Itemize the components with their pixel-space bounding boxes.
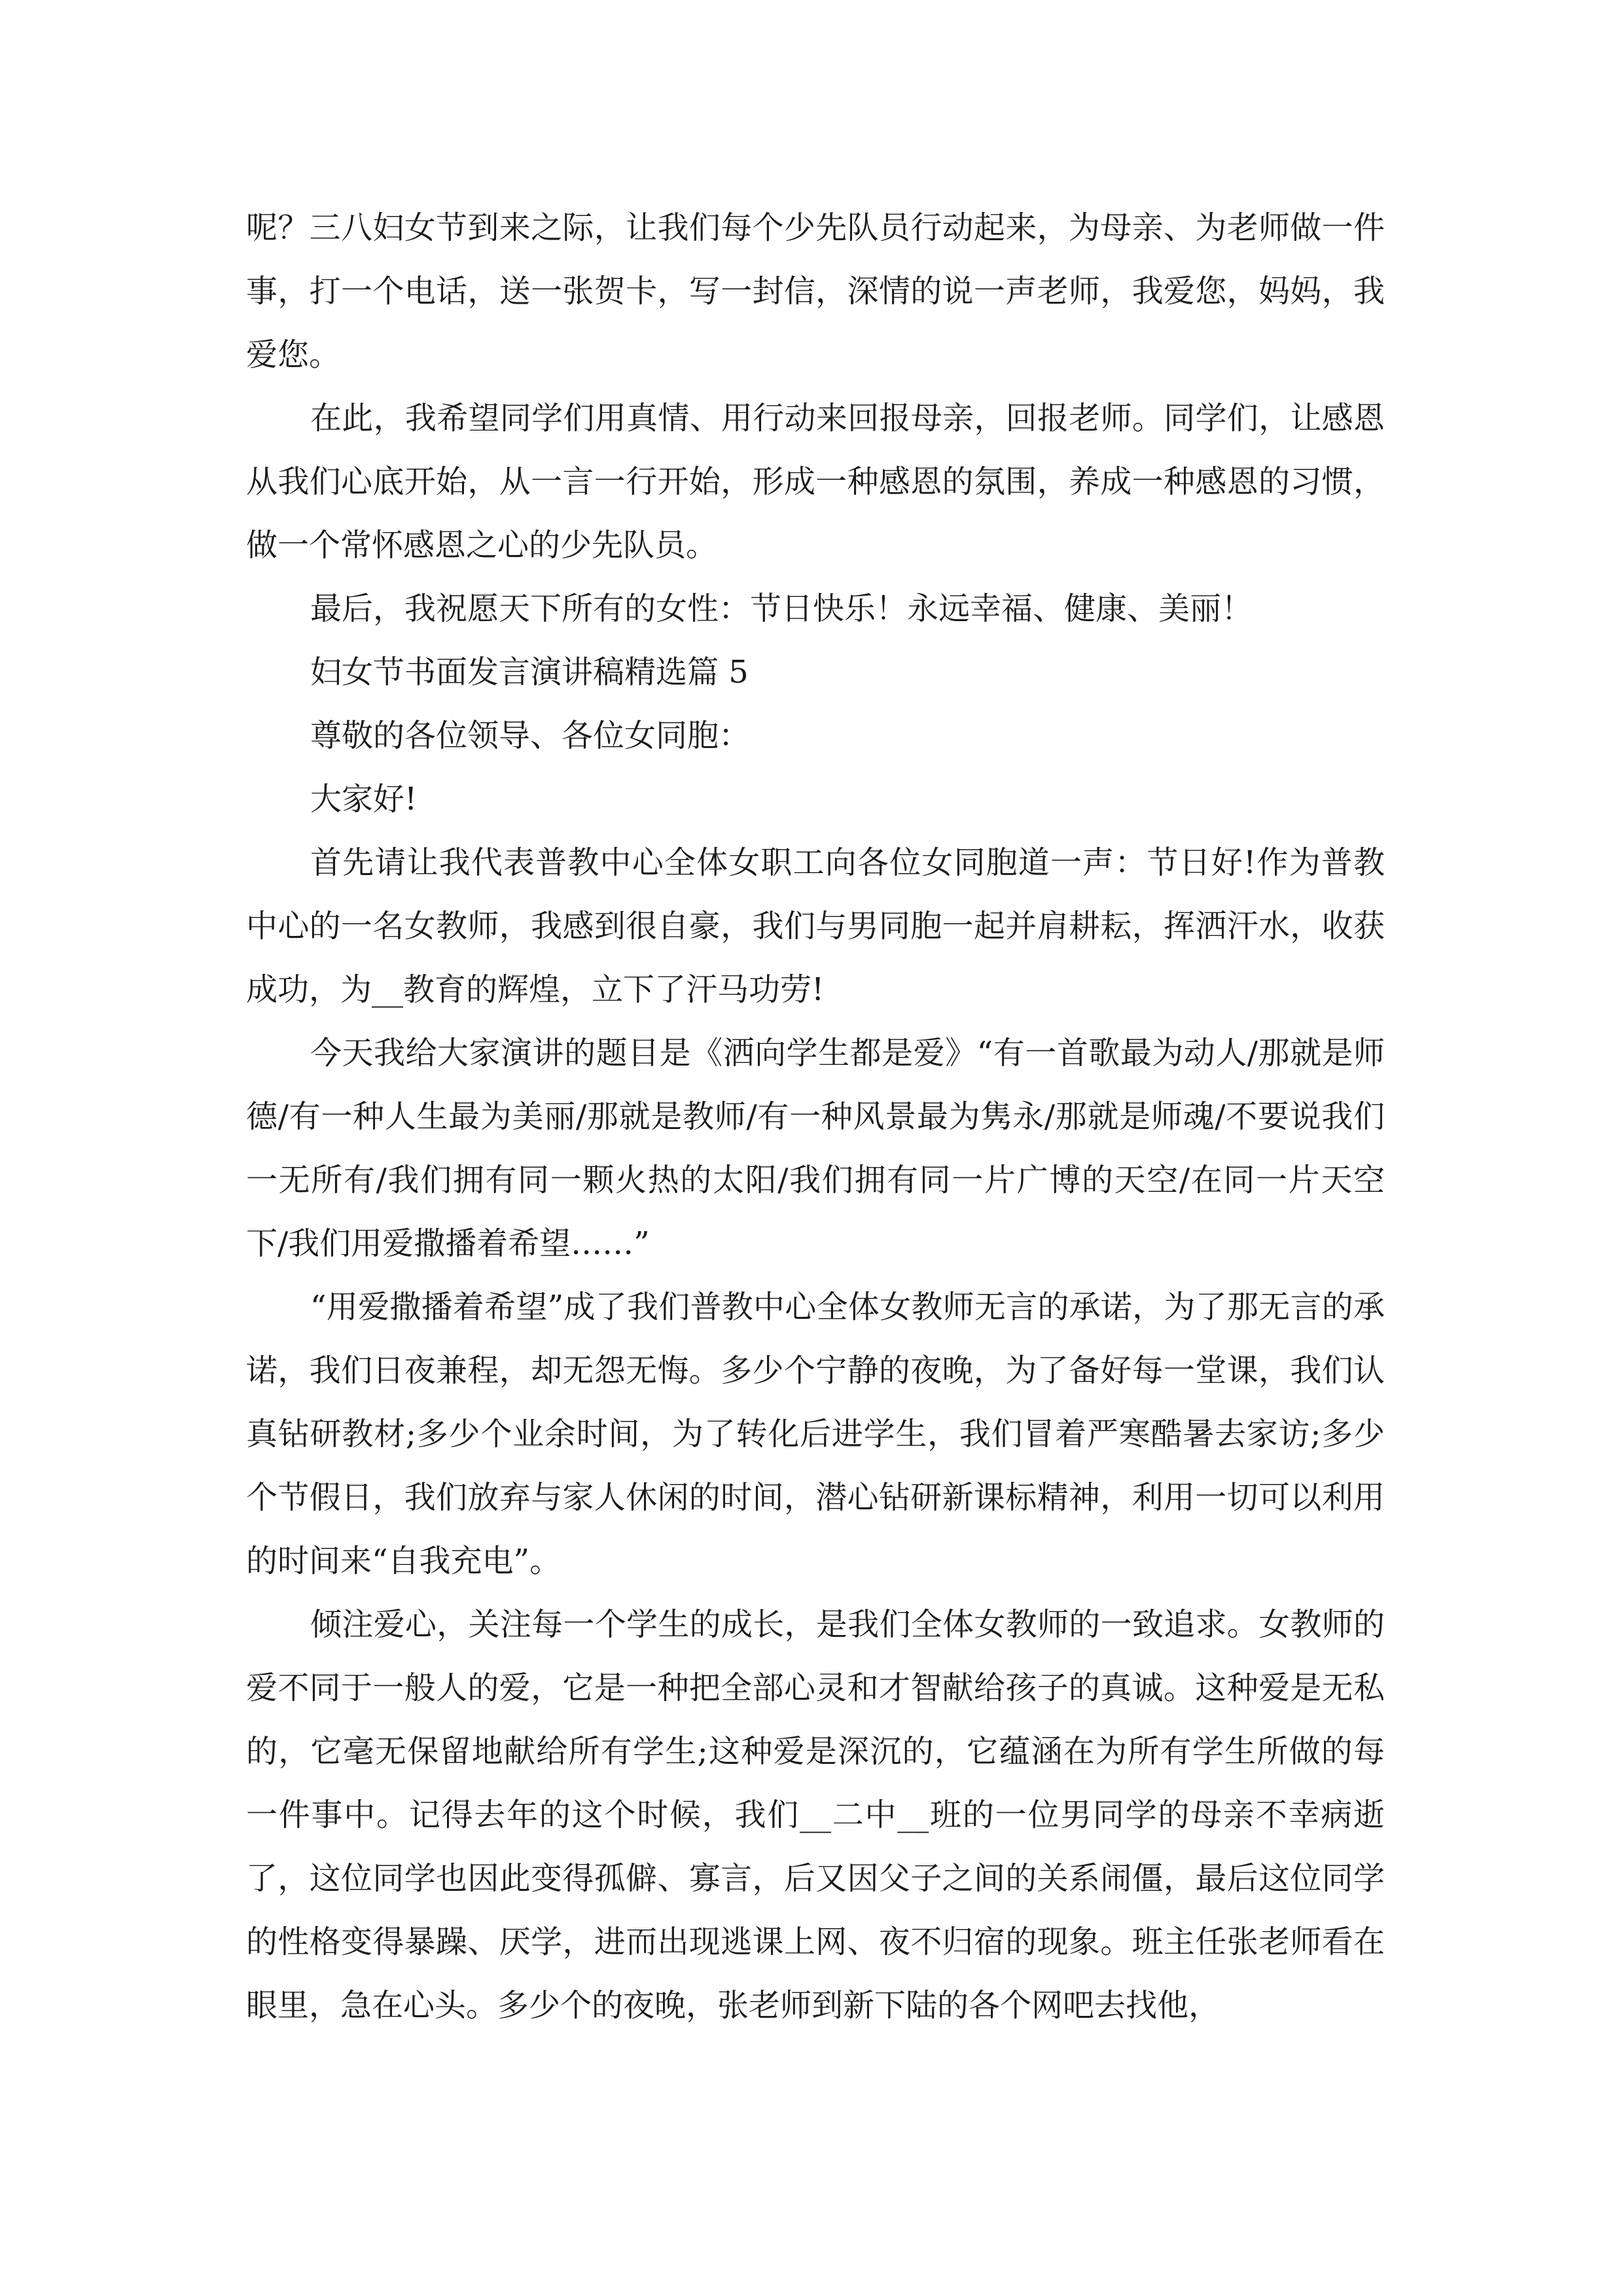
paragraph-7: 首先请让我代表普教中心全体女职工向各位女同胞道一声：节日好!作为普教中心的一名女教师，我感到很自豪，我们与男同胞一起并肩耕耘，挥洒汗水，收获成功，为__教育的辉煌，立下了汗马功劳! [246,844,1385,1008]
salutation: 尊敬的各位领导、各位女同胞： [310,717,751,754]
paragraph-2: 在此，我希望同学们用真情、用行动来回报母亲，回报老师。同学们，让感恩从我们心底开始，从一言一行开始，形成一种感恩的氛围，养成一种感恩的习惯，做一个常怀感恩之心的少先队员。 [246,400,1385,564]
paragraph-3: 最后，我祝愿天下所有的女性：节日快乐！永远幸福、健康、美丽！ [310,590,1253,627]
greeting: 大家好! [310,781,418,817]
paragraph-8: 今天我给大家演讲的题目是《洒向学生都是爱》“有一首歌最为动人/那就是师德/有一种人生最为美丽/那就是教师/有一种风景最为隽永/那就是师魂/不要说我们一无所有/我们拥有同一颗火热的太阳/我们拥有同一片广博的天空/在同一片天空下/我们用爱撒播着希望……” [246,1035,1385,1262]
document-body [246,196,1385,2037]
paragraph-10: 倾注爱心，关注每一个学生的成长，是我们全体女教师的一致追求。女教师的爱不同于一般人的爱，它是一种把全部心灵和才智献给孩子的真诚。这种爱是无私的，它毫无保留地献给所有学生;这种爱是深沉的，它蕴涵在为所有学生所做的每一件事中。记得去年的这个时候，我们__二中__班的一位男同学的母亲不幸病逝了，这位同学也因此变得孤僻、寡言，后又因父子之间的关系闹僵，最后这位同学的性格变得暴躁、厌学，进而出现逃课上网、夜不归宿的现象。班主任张老师看在眼里，急在心头。多少个的夜晚，张老师到新下陆的各个网吧去找他， [246,1606,1385,2024]
section-heading: 妇女节书面发言演讲稿精选篇 5 [310,654,749,691]
paragraph-9: “用爱撒播着希望”成了我们普教中心全体女教师无言的承诺，为了那无言的承诺，我们日夜兼程，却无怨无悔。多少个宁静的夜晚，为了备好每一堂课，我们认真钻研教材;多少个业余时间，为了转化后进学生，我们冒着严寒酷暑去家访;多少个节假日，我们放弃与家人休闲的时间，潜心钻研新课标精神，利用一切可以利用的时间来“自我充电”。 [246,1289,1385,1579]
paragraph-1: 呢？三八妇女节到来之际，让我们每个少先队员行动起来，为母亲、为老师做一件事，打一个电话，送一张贺卡，写一封信，深情的说一声老师，我爱您，妈妈，我爱您。 [246,209,1385,373]
